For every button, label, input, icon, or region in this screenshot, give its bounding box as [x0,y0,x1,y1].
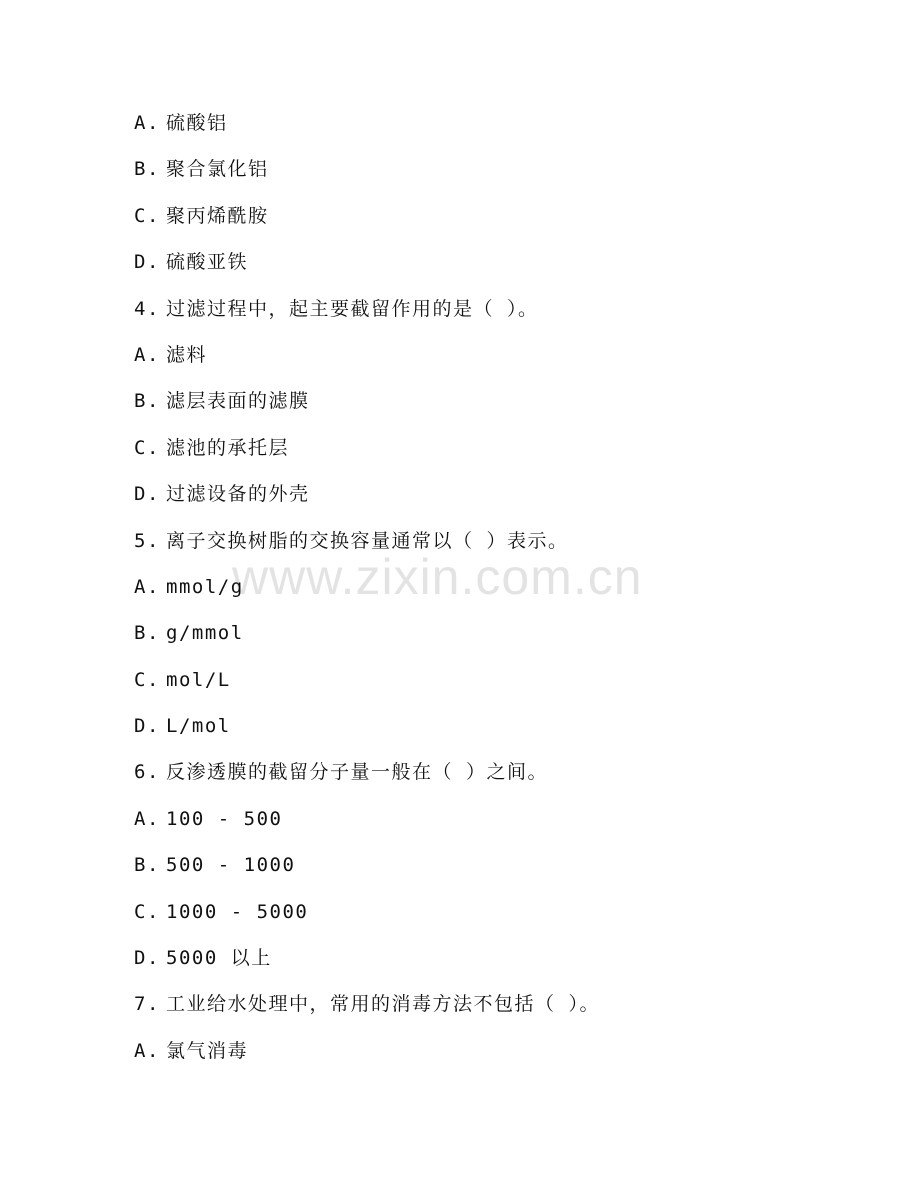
line-label: A. [134,575,160,598]
line-label: A. [134,1039,160,1062]
option-line [134,338,874,384]
line-label: C. [134,668,160,691]
line-text: 硫酸亚铁 [166,251,249,274]
option-line [134,848,874,894]
line-text: mol/L [166,668,231,691]
line-text: mmol/g [166,575,244,598]
option-line [134,802,874,848]
watermark: www.zixin.com.cn [232,549,643,605]
option-line [134,199,874,245]
line-label: D. [134,947,160,970]
line-text: 聚合氯化铝 [166,158,269,181]
option-line [134,941,874,987]
question-number: 5. [134,529,160,552]
line-label: C. [134,204,160,227]
line-label: B. [134,390,160,413]
option-line [134,431,874,477]
line-label: C. [134,900,160,923]
question-text: 反渗透膜的截留分子量一般在（ ）之间。 [166,761,548,784]
option-line [134,152,874,198]
line-label: C. [134,436,160,459]
line-text: g/mmol [166,622,244,645]
line-label: D. [134,251,160,274]
line-text: L/mol [166,715,231,738]
option-line [134,106,874,152]
line-text: 500 - 1000 [166,854,296,877]
line-text: 滤池的承托层 [166,436,290,459]
question-line [134,987,874,1033]
line-label: B. [134,854,160,877]
option-line [134,384,874,430]
line-label: D. [134,483,160,506]
line-text: 氯气消毒 [166,1039,249,1062]
line-text: 聚丙烯酰胺 [166,204,269,227]
option-line [134,245,874,291]
question-list [134,106,874,1080]
option-line [134,616,874,662]
question-text: 过滤过程中，起主要截留作用的是（ ）。 [166,297,539,320]
line-text: 滤层表面的滤膜 [166,390,310,413]
option-line [134,709,874,755]
line-label: A. [134,112,160,134]
line-text: 滤料 [166,343,208,366]
line-label: D. [134,715,160,738]
option-line [134,895,874,941]
question-text: 工业给水处理中，常用的消毒方法不包括（ ）。 [166,993,600,1016]
line-label: A. [134,807,160,830]
line-label: A. [134,343,160,366]
line-text: 硫酸铝 [166,112,228,134]
question-line [134,524,874,570]
line-text: 1000 - 5000 [166,900,309,923]
question-text: 离子交换树脂的交换容量通常以（ ）表示。 [166,529,569,552]
option-line [134,477,874,523]
line-text: 5000 以上 [166,947,272,970]
question-number: 4. [134,297,160,320]
line-label: B. [134,622,160,645]
option-line [134,663,874,709]
line-text: 100 - 500 [166,807,283,830]
question-line [134,755,874,801]
question-line [134,292,874,338]
option-line [134,570,874,616]
question-number: 6. [134,761,160,784]
question-number: 7. [134,993,160,1016]
line-text: 过滤设备的外壳 [166,483,310,506]
option-line [134,1034,874,1080]
line-label: B. [134,158,160,181]
